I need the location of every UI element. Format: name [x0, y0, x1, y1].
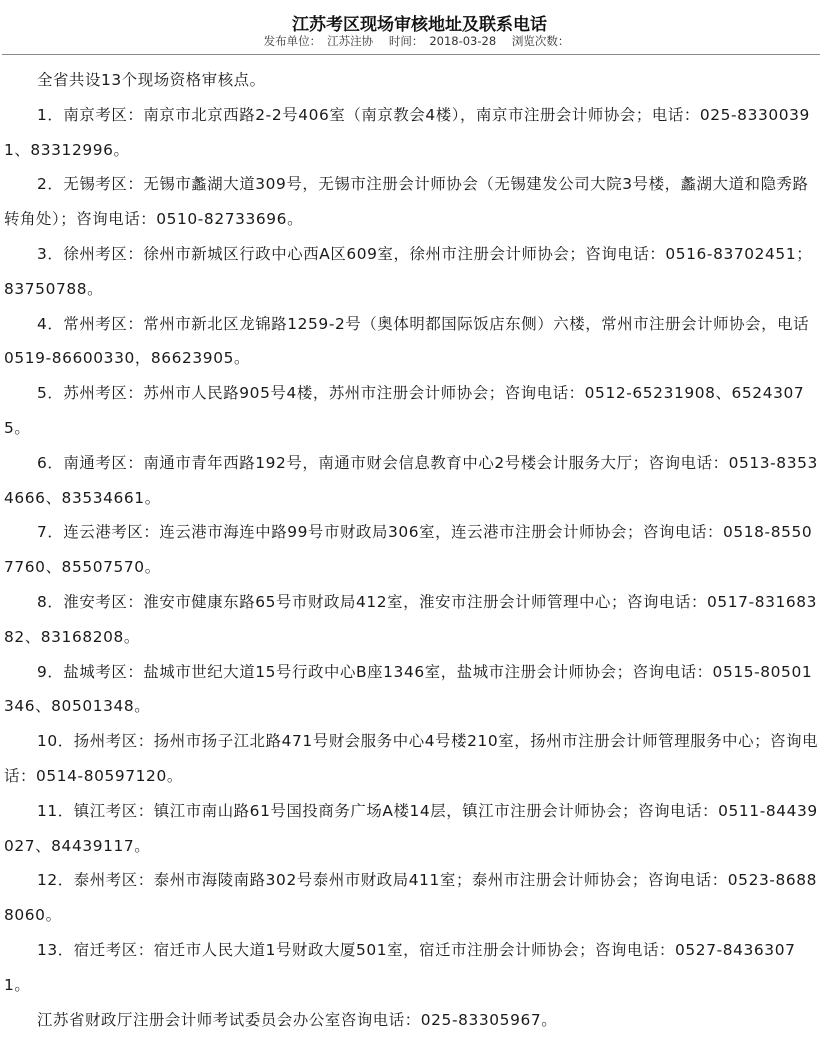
footer-contact-note: 江苏省财政厅注册会计师考试委员会办公室咨询电话：025-83305967。 — [37, 1010, 558, 1029]
publisher-info — [261, 34, 377, 48]
time-label: 时间： — [388, 34, 424, 48]
exam-site-item: 4．常州考区：常州市新北区龙锦路1259-2号（奥体明都国际饭店东侧）六楼，常州市注册会计师协会，电话0519-86600330，86623905。 — [4, 314, 810, 368]
exam-site-item: 8．淮安考区：淮安市健康东路65号市财政局412室，淮安市注册会计师管理中心；咨询电话：0517-83168382、83168208。 — [4, 592, 818, 646]
exam-site-item: 7．连云港考区：连云港市海连中路99号市财政局306室，连云港市注册会计师协会；咨询电话：0518-85507760、85507570。 — [4, 523, 813, 577]
exam-site-item: 12．泰州考区：泰州市海陵南路302号泰州市财政局411室；泰州市注册会计师协会；咨询电话：0523-86888060。 — [4, 871, 818, 925]
views-label: 浏览次数： — [511, 34, 570, 48]
publisher-label: 发布单位： — [263, 34, 322, 48]
exam-site-item: 11．镇江考区：镇江市南山路61号国投商务广场A楼14层，镇江市注册会计师协会；咨询电话：0511-84439027、84439117。 — [4, 801, 818, 855]
view-count — [509, 34, 579, 48]
intro-paragraph: 全省共设13个现场资格审核点。 — [37, 71, 266, 89]
header-divider — [2, 54, 820, 55]
exam-site-item: 2．无锡考区：无锡市蠡湖大道309号，无锡市注册会计师协会（无锡建发公司大院3号楼，蠡湖大道和隐秀路转角处）；咨询电话：0510-82733696。 — [4, 175, 809, 229]
publisher-value: 江苏注协 — [327, 34, 374, 48]
exam-site-item: 3．徐州考区：徐州市新城区行政中心西A区609室，徐州市注册会计师协会；咨询电话：0516-83702451；83750788。 — [4, 244, 813, 298]
exam-site-item: 10．扬州考区：扬州市扬子江北路471号财会服务中心4号楼210室，扬州市注册会计师管理服务中心；咨询电话：0514-80597120。 — [4, 732, 819, 785]
article-meta — [0, 33, 839, 49]
publish-time — [386, 34, 499, 48]
exam-site-item: 1．南京考区：南京市北京西路2-2号406室（南京教会4楼），南京市注册会计师协会；电话：025-83300391、83312996。 — [4, 105, 810, 159]
exam-site-item: 6．南通考区：南通市青年西路192号，南通市财会信息教育中心2号楼会计服务大厅；咨询电话：0513-83534666、83534661。 — [4, 453, 818, 507]
article-body — [4, 63, 819, 1037]
time-value: 2018-03-28 — [429, 34, 497, 48]
exam-site-item: 9．盐城考区：盐城市世纪大道15号行政中心B座1346室，盐城市注册会计师协会；咨询电话：0515-80501346、80501348。 — [4, 662, 813, 716]
exam-site-item: 13．宿迁考区：宿迁市人民大道1号财政大厦501室，宿迁市注册会计师协会；咨询电话：0527-84363071。 — [4, 940, 796, 994]
page-title: 江苏考区现场审核地址及联系电话 — [292, 15, 547, 36]
exam-site-item: 5．苏州考区：苏州市人民路905号4楼，苏州市注册会计师协会；咨询电话：0512-65231908、65243075。 — [4, 384, 805, 437]
